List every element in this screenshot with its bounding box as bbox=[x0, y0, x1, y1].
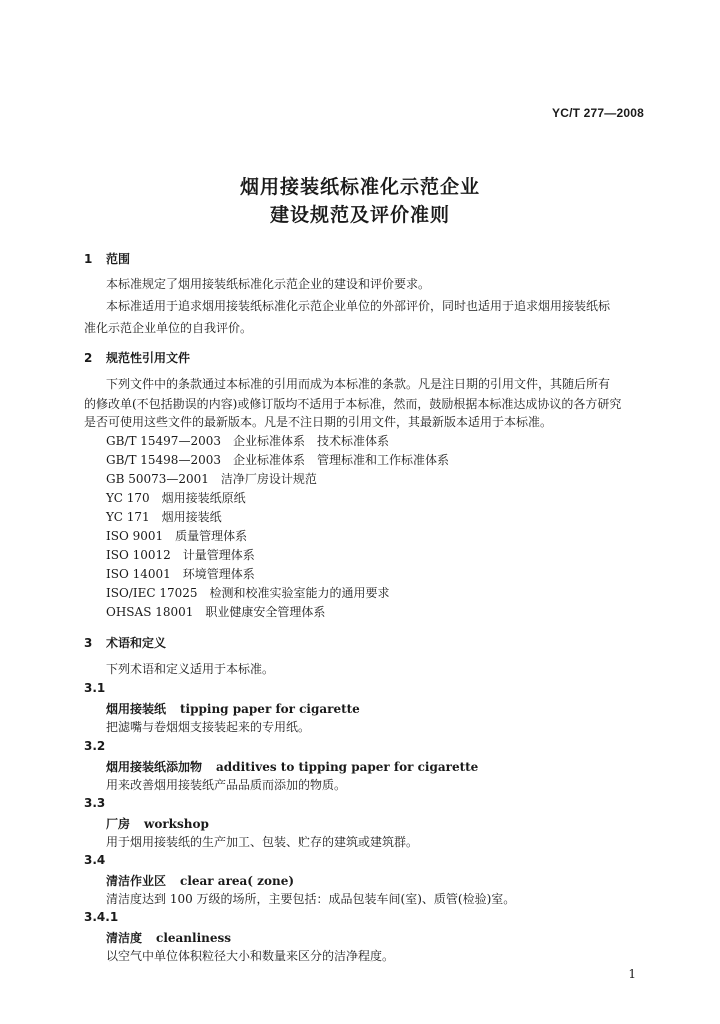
term-title: 厂房 workshop bbox=[106, 817, 209, 831]
reference-item: ISO 9001 质量管理体系 bbox=[106, 529, 248, 543]
scope-paragraph-2-line2: 准化示范企业单位的自我评价。 bbox=[84, 321, 253, 335]
reference-item: ISO 14001 环境管理体系 bbox=[106, 567, 255, 581]
references-paragraph-line2: 的修改单(不包括勘误的内容)或修订版均不适用于本标准，然而，鼓励根据本标准达成协议的各方研究 bbox=[84, 397, 622, 411]
reference-item: YC 171 烟用接装纸 bbox=[106, 510, 222, 524]
section-heading-terms-definitions: 3 术语和定义 bbox=[84, 636, 167, 650]
references-paragraph-line1: 下列文件中的条款通过本标准的引用而成为本标准的条款。凡是注日期的引用文件，其随后所有 bbox=[106, 377, 611, 391]
reference-item: ISO 10012 计量管理体系 bbox=[106, 548, 255, 562]
scope-paragraph-1: 本标准规定了烟用接装纸标准化示范企业的建设和评价要求。 bbox=[106, 277, 431, 291]
term-number: 3.3 bbox=[84, 796, 106, 810]
document-title-line1: 烟用接装纸标准化示范企业 bbox=[239, 176, 480, 198]
term-title: 烟用接装纸 tipping paper for cigarette bbox=[106, 702, 360, 716]
section-heading-scope: 1 范围 bbox=[84, 252, 131, 266]
term-definition: 把滤嘴与卷烟烟支接装起来的专用纸。 bbox=[106, 720, 311, 734]
term-definition: 用来改善烟用接装纸产品品质而添加的物质。 bbox=[106, 778, 347, 792]
scope-paragraph-2-line1: 本标准适用于追求烟用接装纸标准化示范企业单位的外部评价，同时也适用于追求烟用接装纸标 bbox=[106, 299, 611, 313]
reference-item: OHSAS 18001 职业健康安全管理体系 bbox=[106, 605, 326, 619]
standard-code: YC/T 277—2008 bbox=[552, 106, 644, 120]
reference-item: GB 50073—2001 洁净厂房设计规范 bbox=[106, 472, 317, 486]
term-number: 3.4 bbox=[84, 853, 106, 867]
term-title: 清洁作业区 clear area( zone) bbox=[106, 874, 295, 888]
page-number: 1 bbox=[628, 967, 636, 981]
term-number: 3.1 bbox=[84, 681, 106, 695]
reference-item: GB/T 15498—2003 企业标准体系 管理标准和工作标准体系 bbox=[106, 453, 449, 467]
document-title-line2: 建设规范及评价准则 bbox=[269, 204, 450, 226]
term-number: 3.2 bbox=[84, 739, 106, 753]
reference-item: ISO/IEC 17025 检测和校准实验室能力的通用要求 bbox=[106, 586, 390, 600]
term-definition: 用于烟用接装纸的生产加工、包装、贮存的建筑或建筑群。 bbox=[106, 835, 419, 849]
term-number: 3.4.1 bbox=[84, 910, 119, 924]
reference-item: YC 170 烟用接装纸原纸 bbox=[106, 491, 246, 505]
term-title: 烟用接装纸添加物 additives to tipping paper for cigarette bbox=[106, 760, 479, 774]
term-definition: 以空气中单位体积粒径大小和数量来区分的洁净程度。 bbox=[106, 949, 395, 963]
references-paragraph-line3: 是否可使用这些文件的最新版本。凡是不注日期的引用文件，其最新版本适用于本标准。 bbox=[84, 415, 553, 429]
terms-intro: 下列术语和定义适用于本标准。 bbox=[106, 662, 275, 676]
term-title: 清洁度 cleanliness bbox=[106, 931, 232, 945]
term-definition: 清洁度达到 100 万级的场所，主要包括：成品包装车间(室)、质管(检验)室。 bbox=[106, 892, 516, 906]
section-heading-normative-references: 2 规范性引用文件 bbox=[84, 351, 191, 365]
reference-item: GB/T 15497—2003 企业标准体系 技术标准体系 bbox=[106, 434, 389, 448]
